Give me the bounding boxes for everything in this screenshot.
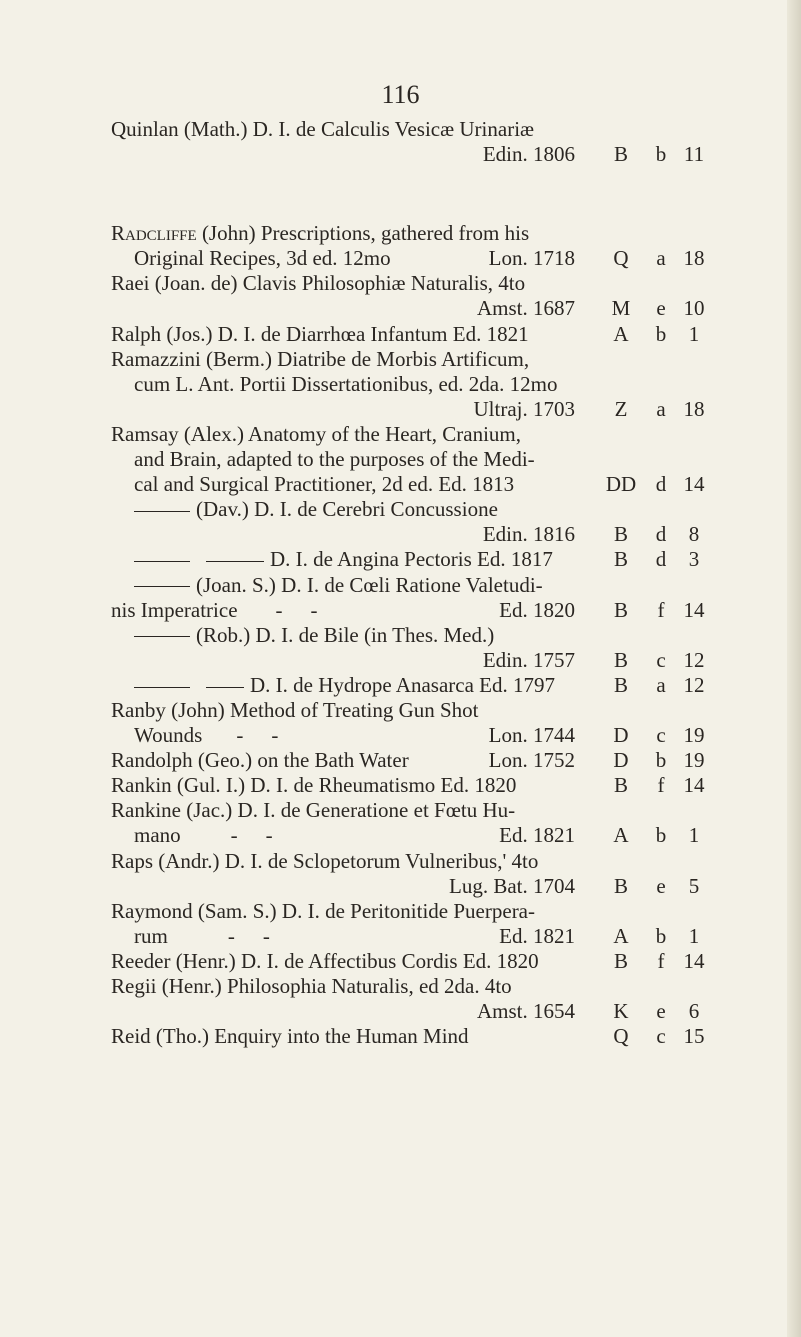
catalog-line [0, 447, 801, 472]
entry-text: Rankine (Jac.) D. I. de Generatione et Fœtu Hu- [111, 798, 516, 823]
catalog-line [0, 899, 801, 924]
entry-title: D. I. de Hydrope Anasarca Ed. 1797 [250, 672, 555, 697]
catalog-line [0, 271, 801, 296]
shelf-press: B [613, 142, 628, 167]
catalog-line [0, 874, 801, 899]
catalog-line [0, 999, 801, 1024]
shelf-letter: a [656, 396, 666, 421]
dash: - [265, 823, 273, 848]
entry-text: Rankin (Gul. I.) D. I. de Rheumatismo Ed. 1820 [111, 773, 517, 798]
entry-text [134, 673, 555, 698]
catalog-line [0, 773, 801, 798]
shelf-number: 1 [688, 823, 700, 848]
ditto-rule [134, 636, 190, 637]
catalog-line [0, 497, 801, 522]
shelf-letter: f [657, 773, 665, 798]
shelf-letter: a [656, 672, 666, 697]
shelf-number: 5 [688, 873, 700, 898]
shelf-number: 14 [683, 948, 705, 973]
entry-text [134, 924, 270, 949]
shelf-letter: b [655, 142, 667, 167]
shelf-letter: e [656, 999, 666, 1024]
shelf-number: 12 [683, 672, 705, 697]
dash: - [262, 923, 270, 948]
shelf-press: DD [605, 472, 637, 497]
entry-text: Ramazzini (Berm.) Diatribe de Morbis Artificum, [111, 346, 530, 371]
entry-text [134, 623, 494, 648]
catalog-line [0, 949, 801, 974]
shelf-press: B [613, 873, 628, 898]
ditto-rule [134, 561, 190, 562]
shelf-press: B [613, 597, 628, 622]
shelf-press: Z [614, 396, 628, 421]
entry-text: Reid (Tho.) Enquiry into the Human Mind [111, 1024, 469, 1049]
shelf-number: 11 [683, 142, 705, 167]
dash: - [230, 823, 238, 848]
ditto-rule [206, 687, 244, 688]
entry-title: rum [134, 923, 168, 948]
shelf-letter: e [656, 296, 666, 321]
shelf-letter: b [655, 321, 667, 346]
entry-title: mano [134, 823, 181, 848]
entry-text: Original Recipes, 3d ed. 12mo [134, 246, 391, 271]
shelf-letter: f [657, 597, 665, 622]
shelf-press: M [611, 296, 631, 321]
entry-imprint: Edin. 1806 [482, 142, 575, 167]
shelf-letter: b [655, 748, 667, 773]
page-number: 116 [381, 80, 420, 109]
entry-title: nis Imperatrice [111, 597, 238, 622]
dash: - [310, 597, 318, 622]
shelf-letter: c [656, 1024, 666, 1049]
catalog-line [0, 472, 801, 497]
shelf-letter: b [655, 923, 667, 948]
entry-surname: Radcliffe [111, 221, 197, 246]
entry-text [134, 573, 543, 598]
catalog-line [0, 522, 801, 547]
entry-imprint: Ed. 1821 [499, 923, 575, 948]
entry-text: Ranby (John) Method of Treating Gun Shot [111, 697, 479, 722]
entry-title: (John) Prescriptions, gathered from his [196, 221, 530, 246]
catalog-line [0, 547, 801, 572]
shelf-letter: c [656, 647, 666, 672]
entry-text [134, 547, 553, 572]
shelf-press: Q [613, 1024, 629, 1049]
entry-text: Reeder (Henr.) D. I. de Affectibus Cordis Ed. 1820 [111, 948, 539, 973]
entry-title: (Dav.) D. I. de Cerebri Concussione [196, 497, 498, 522]
entry-text: Ramsay (Alex.) Anatomy of the Heart, Cranium, [111, 421, 521, 446]
entry-text [134, 497, 498, 522]
ditto-rule [206, 561, 264, 562]
entry-text: Raymond (Sam. S.) D. I. de Peritonitide Puerpera- [111, 898, 535, 923]
shelf-press: K [613, 999, 629, 1024]
catalog-line [0, 347, 801, 372]
catalog-line [0, 673, 801, 698]
entry-imprint: Edin. 1816 [482, 522, 575, 547]
ditto-rule [134, 511, 190, 512]
entry-imprint: Ultraj. 1703 [473, 396, 575, 421]
shelf-number: 8 [688, 522, 700, 547]
entry-text: cum L. Ant. Portii Dissertationibus, ed. 2da. 12mo [134, 371, 558, 396]
shelf-letter: d [655, 472, 667, 497]
shelf-number: 14 [683, 773, 705, 798]
catalog-line [0, 397, 801, 422]
entry-text [134, 723, 278, 748]
entry-text: Quinlan (Math.) D. I. de Calculis Vesicæ Urinariæ [111, 117, 535, 141]
catalog-line [0, 849, 801, 874]
dash: - [236, 723, 244, 748]
catalog-line [0, 573, 801, 598]
shelf-letter: d [655, 522, 667, 547]
catalog-line [0, 823, 801, 848]
entry-imprint: Lon. 1718 [488, 246, 575, 271]
catalog-line [0, 246, 801, 271]
entry-imprint: Lon. 1752 [488, 748, 575, 773]
entry-text: Ralph (Jos.) D. I. de Diarrhœa Infantum Ed. 1821 [111, 321, 529, 346]
shelf-letter: e [656, 873, 666, 898]
shelf-number: 12 [683, 647, 705, 672]
catalog-line [0, 798, 801, 823]
shelf-number: 6 [688, 999, 700, 1024]
catalog-line [0, 648, 801, 673]
shelf-number: 3 [688, 547, 700, 572]
ditto-rule [134, 586, 190, 587]
shelf-press: B [613, 773, 628, 798]
shelf-number: 14 [683, 472, 705, 497]
entry-imprint: Ed. 1820 [499, 597, 575, 622]
catalog-line [0, 723, 801, 748]
entry-text: Randolph (Geo.) on the Bath Water [111, 748, 409, 773]
shelf-press: A [613, 823, 629, 848]
shelf-press: D [613, 748, 629, 773]
ditto-rule [134, 687, 190, 688]
entry-imprint: Ed. 1821 [499, 823, 575, 848]
shelf-letter: b [655, 823, 667, 848]
entry-text: Raps (Andr.) D. I. de Sclopetorum Vulneribus,' 4to [111, 848, 539, 873]
entry-imprint: Amst. 1687 [476, 296, 575, 321]
shelf-number: 19 [683, 748, 705, 773]
entry-title: D. I. de Angina Pectoris Ed. 1817 [270, 547, 553, 572]
entry-imprint: Lon. 1744 [488, 723, 575, 748]
shelf-press: A [613, 321, 629, 346]
catalog-line [0, 372, 801, 397]
shelf-press: Q [613, 246, 629, 271]
entry-title: Wounds [134, 723, 203, 748]
spacer [0, 167, 801, 221]
entry-text: cal and Surgical Practitioner, 2d ed. Ed. 1813 [134, 472, 515, 497]
entry-title: (Rob.) D. I. de Bile (in Thes. Med.) [196, 622, 495, 647]
entry-text [111, 221, 529, 246]
entry-text: Raei (Joan. de) Clavis Philosophiæ Naturalis, 4to [111, 271, 526, 296]
entry-imprint: Amst. 1654 [476, 999, 575, 1024]
shelf-press: B [613, 547, 628, 572]
shelf-number: 14 [683, 597, 705, 622]
entry-text: Regii (Henr.) Philosophia Naturalis, ed 2da. 4to [111, 974, 512, 998]
shelf-letter: f [657, 948, 665, 973]
shelf-number: 18 [683, 246, 705, 271]
catalog-line [0, 322, 801, 347]
shelf-press: B [613, 948, 628, 973]
shelf-press: D [613, 723, 629, 748]
catalog-line [0, 698, 801, 723]
shelf-number: 19 [683, 723, 705, 748]
entry-title: (Joan. S.) D. I. de Cœli Ratione Valetudi- [196, 572, 543, 597]
shelf-number: 1 [688, 321, 700, 346]
shelf-letter: d [655, 547, 667, 572]
catalog-line [0, 422, 801, 447]
catalog-list [0, 117, 801, 1049]
shelf-number: 18 [683, 396, 705, 421]
dash: - [271, 723, 279, 748]
catalog-line [0, 974, 801, 999]
catalog-line [0, 748, 801, 773]
shelf-letter: c [656, 723, 666, 748]
dash: - [227, 923, 235, 948]
catalog-line [0, 142, 801, 167]
entry-imprint: Lug. Bat. 1704 [449, 873, 575, 898]
catalog-line [0, 623, 801, 648]
catalog-line [0, 1024, 801, 1049]
entry-text: and Brain, adapted to the purposes of the Medi- [134, 447, 535, 472]
catalog-line [0, 924, 801, 949]
shelf-number: 15 [683, 1024, 705, 1049]
entry-text [134, 823, 273, 848]
shelf-press: B [613, 647, 628, 672]
shelf-press: B [613, 672, 628, 697]
catalog-line [0, 598, 801, 623]
catalog-line [0, 117, 801, 142]
shelf-letter: a [656, 246, 666, 271]
catalog-line [0, 296, 801, 321]
shelf-number: 10 [683, 296, 705, 321]
shelf-press: A [613, 923, 629, 948]
entry-text [111, 598, 318, 623]
shelf-press: B [613, 522, 628, 547]
catalog-line [0, 221, 801, 246]
entry-imprint: Edin. 1757 [482, 647, 575, 672]
dash: - [275, 597, 283, 622]
shelf-number: 1 [688, 923, 700, 948]
